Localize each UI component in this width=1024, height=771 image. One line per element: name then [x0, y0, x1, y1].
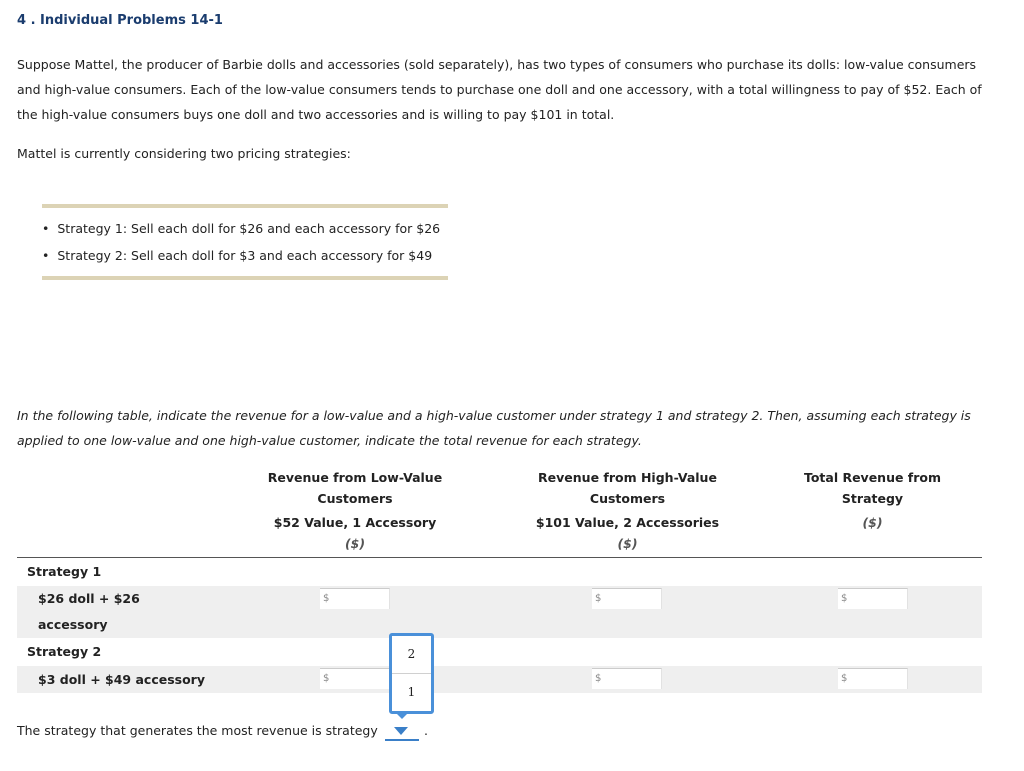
strategy-2-high-value-revenue-cell — [592, 668, 662, 689]
column-header-high-line2: $101 Value, 2 Accessories — [535, 515, 720, 530]
dollar-sign: $ — [841, 593, 848, 604]
strategy-2-low-value-revenue-cell — [320, 668, 390, 689]
strategy-1-high-value-revenue-input[interactable] — [605, 591, 658, 606]
column-header-high-line1: Revenue from High-Value — [538, 470, 717, 485]
strategy-box-top-rule — [42, 204, 448, 208]
answer-period: . — [424, 723, 428, 738]
dollar-sign: $ — [841, 673, 848, 684]
dropdown-pointer-icon — [394, 711, 410, 719]
column-header-low-line1: Revenue from Low-Value — [267, 470, 443, 485]
table-instructions: In the following table, indicate the revenue for a low-value and a high-value customer under strategy 1 and strategy 2. Then, assuming each strategy is applied to one low-value and one high-value customer, indicate the total revenue for each strategy. — [17, 408, 971, 448]
problem-intro: Suppose Mattel, the producer of Barbie dolls and accessories (sold separately), has two types of consumers who purchase its dolls: low-value consumers and high-value consumers. Each of the low-value consumers tends to purchase one doll and one accessory, with a total willingness to pay of $52. Each of the high-value consumers buys one doll and two accessories and is willing to pay $101 in total. — [17, 57, 982, 122]
strategy-dropdown-menu — [389, 633, 434, 714]
strategy-1-high-value-revenue-cell — [592, 588, 662, 609]
strategy-1-low-value-revenue-input[interactable] — [333, 591, 386, 606]
strategy-box-bottom-rule — [42, 276, 448, 280]
column-header-total-line1: Total Revenue from — [803, 470, 942, 485]
column-header-high-unit: ($) — [617, 536, 638, 551]
answer-prompt: The strategy that generates the most revenue is strategy — [17, 723, 378, 738]
strategy-2-bullet: • Strategy 2: Sell each doll for $3 and each accessory for $49 — [42, 248, 432, 263]
column-header-high-line1b: Customers — [589, 491, 666, 506]
column-header-high-value — [515, 467, 740, 554]
strategy-1-total-revenue-cell — [838, 588, 908, 609]
strategy-2-low-value-revenue-input[interactable] — [333, 671, 386, 686]
row-sublabel-strategy-2: $3 doll + $49 accessory — [38, 672, 205, 687]
row-label-strategy-1: Strategy 1 — [27, 564, 102, 579]
column-header-total-unit: ($) — [862, 515, 883, 530]
column-header-low-line2: $52 Value, 1 Accessory — [273, 515, 437, 530]
column-header-low-value — [245, 467, 465, 554]
dollar-sign: $ — [595, 593, 602, 604]
row-label-strategy-2: Strategy 2 — [27, 644, 102, 659]
column-header-low-unit: ($) — [344, 536, 366, 551]
dropdown-caret-icon[interactable] — [394, 727, 408, 735]
column-header-low-line1b: Customers — [317, 491, 393, 506]
strategy-select-underline[interactable] — [385, 739, 419, 741]
row-sublabel-strategy-1-cont: accessory — [38, 617, 108, 632]
strategy-2-total-revenue-input[interactable] — [851, 671, 904, 686]
strategy-2-high-value-revenue-input[interactable] — [605, 671, 658, 686]
column-header-total-line1b: Strategy — [841, 491, 904, 506]
table-header-rule — [17, 557, 982, 558]
dropdown-option-1[interactable]: 1 — [392, 673, 431, 711]
strategy-1-low-value-revenue-cell — [320, 588, 390, 609]
dollar-sign: $ — [595, 673, 602, 684]
strategy-1-total-revenue-input[interactable] — [851, 591, 904, 606]
dollar-sign: $ — [323, 593, 330, 604]
strategy-2-total-revenue-cell — [838, 668, 908, 689]
column-header-total — [790, 467, 955, 533]
dollar-sign: $ — [323, 673, 330, 684]
strategies-lead-in: Mattel is currently considering two pricing strategies: — [17, 146, 351, 161]
strategy-1-bullet: • Strategy 1: Sell each doll for $26 and each accessory for $26 — [42, 221, 440, 236]
dropdown-option-2[interactable]: 2 — [407, 647, 416, 661]
row-sublabel-strategy-1: $26 doll + $26 — [38, 591, 140, 606]
problem-title: 4 . Individual Problems 14-1 — [17, 13, 223, 28]
